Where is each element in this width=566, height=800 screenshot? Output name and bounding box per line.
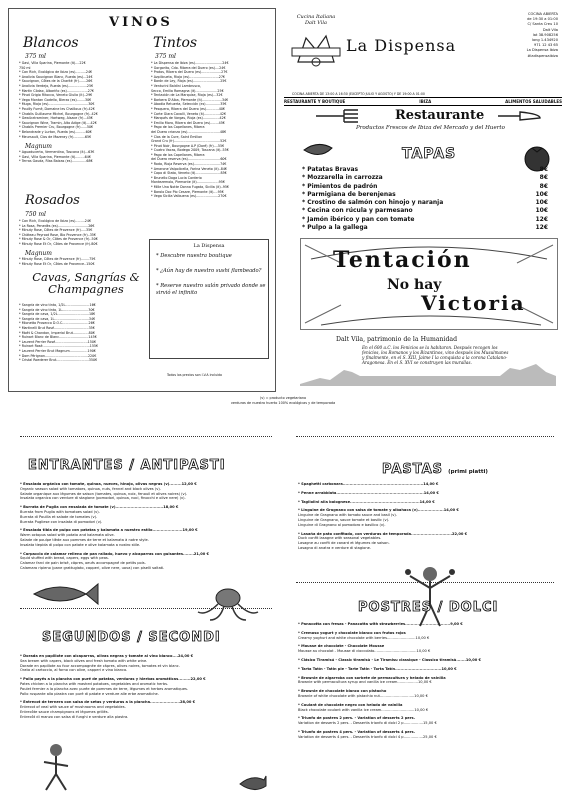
tapas-item-name: * Crostino de salmón con hinojo y naranja bbox=[302, 199, 444, 207]
dish-translation: Warm octopus salad with potato and kalamata olive. bbox=[20, 533, 115, 538]
dish-item bbox=[298, 667, 550, 672]
wine-item: * Chablis Premier Cru, Bourgogne (fr)......50€ bbox=[19, 125, 94, 130]
footnote bbox=[0, 396, 566, 406]
dish-translation: Orata al cartoccio, al forno con olive, capperi e vino bianco. bbox=[20, 668, 128, 673]
wine-item: * Capo di Stato, Veneto (it)........................85€ bbox=[151, 171, 227, 176]
wine-item: * Sangría de vino tinto, 1L.........................30€ bbox=[19, 307, 95, 312]
dish-translation: Pates chicken a la plancha with mashed potatoes, vegetables and aromatic herbs. bbox=[20, 681, 169, 686]
cavas-list bbox=[19, 303, 143, 363]
divider bbox=[296, 436, 554, 437]
magnum-2-list bbox=[19, 257, 143, 266]
wine-item: * Minuty Rose & Or, Côtes de Provence (fr)..50€ bbox=[19, 237, 98, 242]
wine-item: * Sauvignon Wine, Tramin, Alto Adige (it)....42€ bbox=[19, 120, 97, 125]
dish-name: * Panacotta con fresas - Panacotta with strawberries.................................9,00 € bbox=[298, 622, 463, 626]
brand-name: La Dispensa bbox=[346, 36, 457, 55]
wine-item: * Gorgorito, Cdo. Ribera del Duero (es)....24€ bbox=[151, 65, 226, 70]
wine-item: * Martín Códax, Albariño (es)....................27€ bbox=[19, 88, 95, 93]
dish-translation: Entrecot of veal with sauce of mushrooms and vegetables. bbox=[20, 705, 126, 710]
dish-translation: Lasagna di anatra e verdure di stagione. bbox=[298, 545, 371, 550]
wine-title: VINOS bbox=[109, 15, 173, 30]
blancos-list bbox=[19, 61, 143, 139]
postres-title: POSTRES / DOLCI bbox=[358, 600, 499, 615]
wine-item: * Pouilly Fumé, Domaine les Chailloux (fr).42€ bbox=[19, 106, 95, 111]
dish-item bbox=[298, 622, 550, 627]
tapas-item-price: 8€ bbox=[539, 182, 548, 190]
wine-panel bbox=[8, 8, 276, 392]
wine-item: * Sangría de vino tinto, 1/2L.......................16€ bbox=[19, 303, 96, 307]
wine-item: * Clos de la Cure, Saint Émilion bbox=[151, 134, 203, 139]
dalt-vila-skyline-icon bbox=[300, 350, 556, 386]
dish-item bbox=[20, 505, 272, 524]
dish-item bbox=[20, 654, 272, 673]
wine-item: * Meursault, Clos de Mazeray (fr)...........65€ bbox=[19, 134, 92, 139]
contact-line: #ladispensaibiza bbox=[527, 53, 558, 58]
tapas-item bbox=[302, 224, 548, 232]
tentacion-banner bbox=[300, 238, 558, 330]
wine-item: * Terras Gauda, Rías Baixas (es)..............68€ bbox=[19, 159, 93, 164]
wine-item: * Azpilicueta, Rioja (es)............................27€ bbox=[151, 74, 226, 79]
wine-item: * Chablis Guillaume Michel, Bourgogne (fr)..42€ bbox=[19, 111, 98, 116]
dish-name: * Ensalada orgánica con tomate, quinoa, nueces, hinojo, olivas negras (v).........12,00 € bbox=[20, 482, 197, 486]
dish-translation: Entrecôt di manzo con salsa di funghi e verdure alla piastra. bbox=[20, 714, 129, 719]
wine-item: * Brunello Doga Lucia Corderio bbox=[151, 175, 202, 180]
tapas-item-name: * Patatas Bravas bbox=[302, 166, 359, 173]
pastas-title: PASTAS bbox=[382, 462, 444, 477]
bar-mid: IBIZA bbox=[419, 99, 432, 104]
wine-item: * Martinelli Brut Rosé.................................35€ bbox=[19, 325, 95, 330]
entrantes-title: ENTRANTES / ANTIPASTI bbox=[28, 458, 226, 473]
wine-item: * Dom Pérignon.........................................220€ bbox=[19, 353, 97, 358]
wine-item: Grand Cru (fr)............................................52€ bbox=[151, 139, 227, 144]
wine-item: * Emilio Moro, Ribera del Duero (es)........45€ bbox=[151, 120, 225, 125]
wine-item: * Gewürztraminer, Hartweg, Alsace (fr)...45€ bbox=[19, 116, 93, 121]
tapas-item-price: 10€ bbox=[535, 199, 548, 207]
dish-item bbox=[20, 700, 272, 719]
wine-item: * Laurent Perrier Brut Magnum.................190€ bbox=[19, 348, 96, 353]
wine-item: * Cristal Roederer Brut...............................350€ bbox=[19, 358, 98, 363]
wine-item: * Venturini Baldini Lambrusco, bbox=[151, 83, 201, 88]
dish-name: * Triunfo de postres 2 pers. - Variation of desserts 2 pers. bbox=[298, 716, 415, 721]
dish-name: * Penne arrabbiata................................................................14,00 € bbox=[298, 490, 439, 495]
wine-item: * Abadía Retuerta, Selección (es)..............35€ bbox=[151, 102, 227, 107]
wine-item: * Corte Giara Cavalli, Veneto (it)...............42€ bbox=[151, 111, 227, 116]
wine-item: * Can Rich, Ecológico de Ibiza (es).........24€ bbox=[19, 219, 92, 223]
tapas-item bbox=[302, 191, 548, 199]
logo-line-2: Dalt Vila bbox=[305, 20, 327, 26]
tapas-item-price: 10€ bbox=[535, 190, 548, 198]
promo-box bbox=[149, 239, 269, 359]
wine-item: * Marqués de Vargas, Rioja (es)................42€ bbox=[151, 116, 226, 121]
dish-translation: Organic season salad with tomatoes, quinoa, nuts, fennel and black olives (v). bbox=[20, 486, 161, 491]
wine-item: * Aguaducerta, Vermentino, Toscana (it)...63€ bbox=[19, 150, 95, 154]
dish-translation: Squid stuffed with bread, capers, eggs with peas. bbox=[20, 556, 109, 561]
dalt-vila-text: En el 600 a.C. los Fenicios se la habitaron. Después recogen los fenicios, los Romanos y los Bizantinos, vino después los Musulmanes y finalmente, en el S. XIII, Jaime I la conquista a la corona Catalano-Aragonesa. En el S. XVI se construyen las murallas. bbox=[362, 345, 509, 365]
wine-item: * Minuty Rose Et Or, Côtes de Provence (fr).80€ bbox=[19, 241, 98, 246]
promo-item: * Reserve nuestro salón privado donde se sirvió el infinito bbox=[156, 283, 266, 296]
wine-item: * Laurent Perrier Rosé...............................150€ bbox=[19, 339, 97, 344]
wine-item: * Sangría de cava, 1/2L..............................18€ bbox=[19, 312, 96, 317]
dish-translation: Creamy yoghurt and white chocolate with berries.........................10,00 € bbox=[298, 635, 430, 640]
dish-name: * Cremoso yogurt y chocolate blanco con frutos rojos bbox=[298, 630, 406, 635]
logo-badge-icon bbox=[288, 30, 344, 68]
wine-item: * Analivia Verdejo, Rueda (es)..................25€ bbox=[19, 83, 94, 88]
wine-item: * Minuty Rose Et Or, Côtes de Provence..150€ bbox=[19, 261, 95, 266]
wine-item: * Barbera D'Alba, Piemonte (it)...................34€ bbox=[151, 97, 229, 102]
blancos-sub: 375 ml bbox=[25, 53, 46, 60]
dish-name: * Brownie de chocolate blanco con pistacho bbox=[298, 689, 387, 694]
restaurante-subtitle: Productos Frescos de Ibiza del Mercado y del Huerto bbox=[356, 125, 505, 131]
wine-item: * Sangría de cava, 1L.................................34€ bbox=[19, 316, 96, 321]
dish-item bbox=[298, 482, 550, 487]
dish-item bbox=[298, 658, 550, 663]
wine-item: * Mionetto Prosecco D.O.C.........................26€ bbox=[19, 321, 95, 326]
tintos-title: Tintos bbox=[153, 35, 198, 51]
tapas-item-name: * Mozzarella in carrozza bbox=[302, 174, 383, 182]
tintos-list bbox=[151, 61, 271, 199]
wine-item: * Belondrade y Lurton, Rueda (es)..........60€ bbox=[19, 129, 92, 134]
dish-translation: Salade organique aux légumes de saison (tomates, quinoa, noix, fenouil et olives noires) (v). bbox=[20, 491, 188, 496]
dish-translation: Poulet fermier a la plancha avec purée de pommes de terre, légumes et herbes aromatiques. bbox=[20, 686, 189, 691]
wine-item: del Duero reserva (es)...............................60€ bbox=[151, 157, 227, 162]
rosados-sub: 750 ml bbox=[25, 211, 46, 218]
rosados-title: Rosados bbox=[25, 193, 80, 208]
dish-translation: Salade de poulpe tiède aux pommes de terre et kalamata à notre style. bbox=[20, 537, 149, 542]
tapas-item-price: 8€ bbox=[539, 174, 548, 182]
wine-item: * Vega Sicilia Valbuena (es).....................270€ bbox=[151, 194, 227, 199]
dish-translation: Linguine di Gragnano al pomodoro e basilico (v). bbox=[298, 522, 386, 527]
dish-translation: Variation de desserts 2 pers. - Dessertis trionfo di dolci 2 p.................15,00 € bbox=[298, 721, 437, 726]
wine-item: Secco, Emilia Romagna (it).....................25€ bbox=[151, 88, 224, 93]
fish-icon bbox=[30, 580, 100, 608]
dish-name: * Triunfo de postres 4 pers. - Variation of desserts 4 pers. bbox=[298, 729, 415, 734]
dish-name: * Pollo payés a la plancha con puré de patatas, verduras y hierbas aromáticas.........22,00 € bbox=[20, 677, 206, 682]
dish-item bbox=[298, 491, 550, 496]
fork-icon bbox=[314, 104, 360, 128]
dish-item bbox=[298, 716, 550, 726]
dish-translation: Pollo ruspante alla piastra con purè di patate e verdure alle erbe aromatiche. bbox=[20, 691, 159, 696]
blancos-title: Blancos bbox=[23, 35, 79, 51]
opening-hours: COCINA ABIERTA DE 13:00 A 16:30 (EXCEPTO JULIO Y AGOSTO) Y DE 19:00 A 01:00 bbox=[292, 92, 425, 96]
banner-line-3: Victoria bbox=[421, 291, 526, 315]
wine-item: * Vega Montan Godello, Bierzo (es)........30€ bbox=[19, 97, 92, 102]
dish-name: * Tagliolini alla bolognese...................................................14,00 € bbox=[298, 499, 435, 504]
dish-translation: Sea bream with capers, black olives and fresh tomato with white wine. bbox=[20, 658, 148, 663]
promo-item: * ¿Aún hay de nuestro sushi flambeado? bbox=[156, 268, 262, 274]
divider bbox=[20, 608, 272, 609]
wine-item: * Can Rich, Ecológico de Ibiza (es)..........24€ bbox=[19, 70, 93, 75]
contact-line: lat 38.908256 bbox=[532, 32, 558, 37]
dish-translation: Brownie with permacultura syrup and vanilla ice cream..................10,00 € bbox=[298, 680, 432, 685]
segundos-list bbox=[20, 654, 272, 724]
wine-item: * Gavi, Villa Sparina, Piemonte (it)....22€ bbox=[19, 61, 86, 65]
wine-item: * Minuty Rose, Côtes de Provence (fr)........75€ bbox=[19, 257, 96, 261]
wine-item: * Ruinart Blanc de Blanc............................145€ bbox=[19, 335, 97, 340]
bar-left: RESTAURANTE Y BOUTIQUE bbox=[284, 99, 346, 104]
entrantes-list bbox=[20, 482, 272, 575]
iva-note: Todos los precios son I.V.A incluido bbox=[167, 373, 222, 377]
dish-item bbox=[298, 676, 550, 686]
dish-translation: Mousse au chocolat - Mousse di cioccolato.....................................10,00 € bbox=[298, 649, 431, 654]
wine-item: del Duero crianza (es)...............................48€ bbox=[151, 129, 227, 134]
pastas-subtitle: (primi piatti) bbox=[448, 469, 488, 475]
pepper-icon bbox=[300, 138, 336, 162]
tapas-item-price: 12€ bbox=[535, 224, 548, 232]
dish-item bbox=[298, 500, 550, 505]
contact-line: La Dispensa Ibiza bbox=[526, 48, 558, 53]
divider bbox=[296, 582, 554, 583]
promo-title: La Dispensa bbox=[193, 243, 225, 249]
contact-line: long 1.434920 bbox=[531, 38, 558, 43]
tapas-item bbox=[302, 166, 548, 174]
octopus-icon bbox=[196, 588, 260, 622]
dish-item bbox=[298, 508, 550, 527]
dish-item bbox=[20, 482, 272, 501]
pastas-list bbox=[298, 482, 550, 555]
promo-item: * Descubre nuestra boutique bbox=[156, 253, 232, 259]
tapas-item-name: * Cecina con rúcula y parmesano bbox=[302, 207, 413, 215]
tapas-item-name: * Pimientos de padrón bbox=[302, 182, 378, 190]
tapas-item-name: * Parmigiana de berenjenas bbox=[302, 190, 396, 198]
dish-name: * Spaghetti carbonara...........................................................14,00 € bbox=[298, 482, 439, 486]
dish-translation: Variation de desserts 4 pers. - Dessertis trionfo di dolci 4 p.................25,00 € bbox=[298, 734, 437, 739]
wine-item: Montezemolo, Piemonte (it).....................95€ bbox=[151, 180, 225, 185]
contact-line: COCINA ABIERTA bbox=[527, 12, 558, 16]
restaurante-title: Restaurante bbox=[395, 108, 485, 123]
wine-item: * Barolo Doc Pio Cesare, Piemonte (it)....95€ bbox=[151, 189, 224, 194]
dish-name: * Linguine de Gragnano con salsa de tomate y albahaca (v)...................14,00 € bbox=[298, 508, 459, 513]
dish-translation: Calamar farci de pain brisé, câpres, oeufs accompagné de petits pois. bbox=[20, 561, 146, 566]
footnote-line-2: verduras de nuestro huerto 100% ecológicas y de temporada bbox=[230, 401, 336, 405]
dish-name: * Entrecot de ternera con salsa de setas y verduras a la plancha......................28,00 € bbox=[20, 700, 196, 705]
wine-item: * Barón de Ley, Rioja (es)..........................25€ bbox=[151, 79, 227, 84]
tapas-item-name: * Jamón ibérico y pan con tomate bbox=[302, 215, 415, 223]
dish-translation: Brownie of white chocolate with pistachio nut..............................10,00 € bbox=[298, 693, 428, 698]
dish-translation: Insalata tiepida di polpo con patate e olive kalamata a nostro stile. bbox=[20, 542, 141, 547]
divider bbox=[20, 436, 272, 437]
dish-translation: Linguine de Gragnano with tomato sauce and basil (v). bbox=[298, 513, 397, 518]
tapas-item-name: * Pulpo a la gallega bbox=[302, 224, 368, 232]
dish-translation: Burrata from Puglia with tomatoes salad (v). bbox=[20, 509, 100, 514]
cavas-title: Cavas, Sangrías & Champagnes bbox=[32, 270, 140, 296]
dish-name: * Tarta Tatín - Tatin pie - Tarte Tatin - Torta Tatín..................................10,00 € bbox=[298, 666, 457, 671]
dish-translation: Burrata di Pouilla et salade de tomates (v). bbox=[20, 514, 98, 519]
rosados-list bbox=[19, 219, 143, 247]
wine-item: * Gavi, Villa Sparina, Piemonte (it).........64€ bbox=[19, 154, 91, 159]
magnum-1-title: Magnum bbox=[25, 143, 52, 150]
dish-name: * Coulant de chocolate negro con helado de vainilla bbox=[298, 702, 403, 707]
wine-item: * Pago de los Capellanes, Ribera bbox=[151, 152, 205, 157]
dish-item bbox=[298, 532, 550, 551]
dish-translation: Duck confit lasagne with seasonal vegetables. bbox=[298, 536, 382, 541]
magnum-2-title: Magnum bbox=[25, 250, 52, 257]
wine-item: * Ruinart Rosé.............................................155€ bbox=[19, 344, 99, 349]
contact-block bbox=[527, 12, 558, 59]
tintos-sub: 375 ml bbox=[155, 53, 176, 60]
dish-item bbox=[298, 689, 550, 699]
dish-translation: Entrecôte sauce champignons et légumes grillés. bbox=[20, 709, 109, 714]
banner-line-1: Tentación bbox=[333, 247, 472, 273]
dish-translation: Insalata organica con verdure di stagione (pomodori, quinoa, noci, finocchi e olive nere) (v). bbox=[20, 496, 186, 501]
juggler-icon bbox=[402, 560, 458, 630]
figure-icon bbox=[36, 742, 76, 792]
segundos-title: SEGUNDOS / SECONDI bbox=[42, 630, 221, 645]
wine-item: * Amarone Valpolicella, Farina Veneto (it)..84€ bbox=[151, 166, 228, 171]
dish-item bbox=[20, 528, 272, 547]
tapas-item bbox=[302, 174, 548, 182]
contact-line: Dalt Vila bbox=[542, 27, 558, 32]
wine-item: * La Dispensa de Ibiza (es)..........................24€ bbox=[151, 61, 229, 65]
wine-item: * Minuty Rose, Côtes de Provence (fr).....35€ bbox=[19, 228, 93, 233]
dish-item bbox=[20, 552, 272, 571]
dish-name: * Mousse de chocolate - Chocolate Mousse bbox=[298, 644, 385, 649]
tapas-item-price: 8€ bbox=[539, 166, 548, 173]
promo-list bbox=[156, 253, 268, 297]
wine-item: * Mille Una Notte Donna Fugata, Sicilia (it)..95€ bbox=[151, 185, 230, 190]
wine-item: * Cuatro Vacas, Bodega 2009, Toscana (it)..55€ bbox=[151, 148, 229, 153]
tapas-item-price: 10€ bbox=[535, 207, 548, 215]
dish-name: * Clásico Tiramisú - Classic tiramisù - Le Tiramisu classique - Classico tiramisù.......10,00 € bbox=[298, 657, 481, 662]
dish-item bbox=[298, 703, 550, 713]
dish-name: * Ensalada tibia de pulpo con patatas y kalamata a nuestro estilo......................19,00 € bbox=[20, 528, 198, 533]
wine-item: * Analivia Sauvignon Blanc, Rueda (es)...24€ bbox=[19, 74, 93, 79]
tapas-item bbox=[302, 207, 548, 215]
tapas-item-price: 12€ bbox=[535, 215, 548, 223]
dish-item bbox=[20, 677, 272, 696]
postres-list bbox=[298, 622, 550, 744]
header bbox=[284, 6, 562, 100]
logo bbox=[284, 6, 348, 82]
dish-name: * Burrata de Puglia con ensalada de tomate (v)...................................18,00 € bbox=[20, 505, 179, 510]
logo-line-1: Cucina Italiana bbox=[296, 14, 336, 20]
tapas-item bbox=[302, 183, 548, 191]
contact-line: C/ Santa Creu 10 bbox=[527, 22, 558, 27]
tapas-item bbox=[302, 216, 548, 224]
wine-item: * Pinot Noir, Bourgogne A.P (Doré) (fr)....55€ bbox=[151, 143, 225, 148]
dish-name: * Lasaña de pato confitado, con verduras de temporada..............................22,00 € bbox=[298, 531, 468, 536]
bar-right: ALIMENTOS SALUDABLES bbox=[505, 99, 562, 104]
pastas-heading bbox=[382, 458, 488, 477]
dish-name: * Brownie de algarroba con sorbete de permacultura y helado de vainilla bbox=[298, 675, 446, 680]
wine-item: * Moët & Chandon, Imperial Brut...............80€ bbox=[19, 330, 95, 335]
wine-item: * Pesquera, Ribera del Duero (es)............40€ bbox=[151, 106, 226, 111]
tapas-item bbox=[302, 199, 548, 207]
wine-item: * Sauvignon, Côtes de la Charité (fr).......26€ bbox=[19, 79, 93, 84]
tapas-list bbox=[302, 166, 548, 232]
dish-item bbox=[298, 631, 550, 641]
dish-translation: Linguine de Gragnano, sauce tomate et basilic (v). bbox=[298, 517, 390, 522]
dish-translation: Lasagne au confit de canard et légumes de saison. bbox=[298, 541, 390, 546]
dish-item bbox=[298, 644, 550, 654]
dish-name: * Carpaccio de calamar relleno de pan rallado, huevo y alcaparras con guisantes........21,00 € bbox=[20, 551, 210, 556]
tapas-title: TAPAS bbox=[402, 146, 457, 162]
bird-icon bbox=[238, 770, 268, 796]
wine-item: * Pinot Grigio Ritocco, Veneto Giulia (it)..29€ bbox=[19, 93, 93, 98]
dish-translation: Calamaro ripieno (pane grattugiato, capperi, olive nere, uova) con piselli saltati. bbox=[20, 565, 165, 570]
dish-translation: Burrata Pugliese con insalata di pomodori (v). bbox=[20, 519, 103, 524]
wine-item: * Pago de los Capellanes, Ribera bbox=[151, 125, 205, 130]
dish-translation: Black chocolate coulant with vanilla ice cream.............................10,00 € bbox=[298, 707, 429, 712]
magnum-1-list bbox=[19, 150, 143, 164]
wine-item: * Muga, Rioja (es)......................................30€ bbox=[19, 102, 95, 107]
wine-item: * Tentación de La Marquise, Rioja (es)...32€ bbox=[151, 93, 223, 98]
footnote-line-1: (v) = producto vegetariano bbox=[259, 396, 307, 400]
wine-item: * La Rosa, Penedès (es).............................26€ bbox=[19, 223, 95, 228]
wine-item: * Roda, Rioja Reserva (es).........................74€ bbox=[151, 162, 227, 167]
wine-item: * Château Peyroot Rose, Bio Provence (fr)..35€ bbox=[19, 232, 97, 237]
contact-line: 971 12 43 65 bbox=[533, 43, 558, 48]
wine-item: 750 ml bbox=[19, 65, 31, 70]
banner-line-2: No hay bbox=[387, 277, 442, 293]
contact-line: de 19:30 a 01:00 bbox=[527, 17, 558, 22]
dish-name: * Dorada en papillote con alcaparras, olivas negras y tomate al vino blanco....24,00 € bbox=[20, 654, 194, 658]
wine-item: * Protos, Ribera del Duero (es)...................27€ bbox=[151, 70, 228, 75]
dalt-vila-title: Dalt Vila, patrimonio de la Humanidad bbox=[336, 336, 458, 343]
dish-translation: Dorade en papillote au four accompagnée de câpres, olives noires, tomates et vin blanc. bbox=[20, 663, 180, 668]
dish-item bbox=[298, 730, 550, 740]
